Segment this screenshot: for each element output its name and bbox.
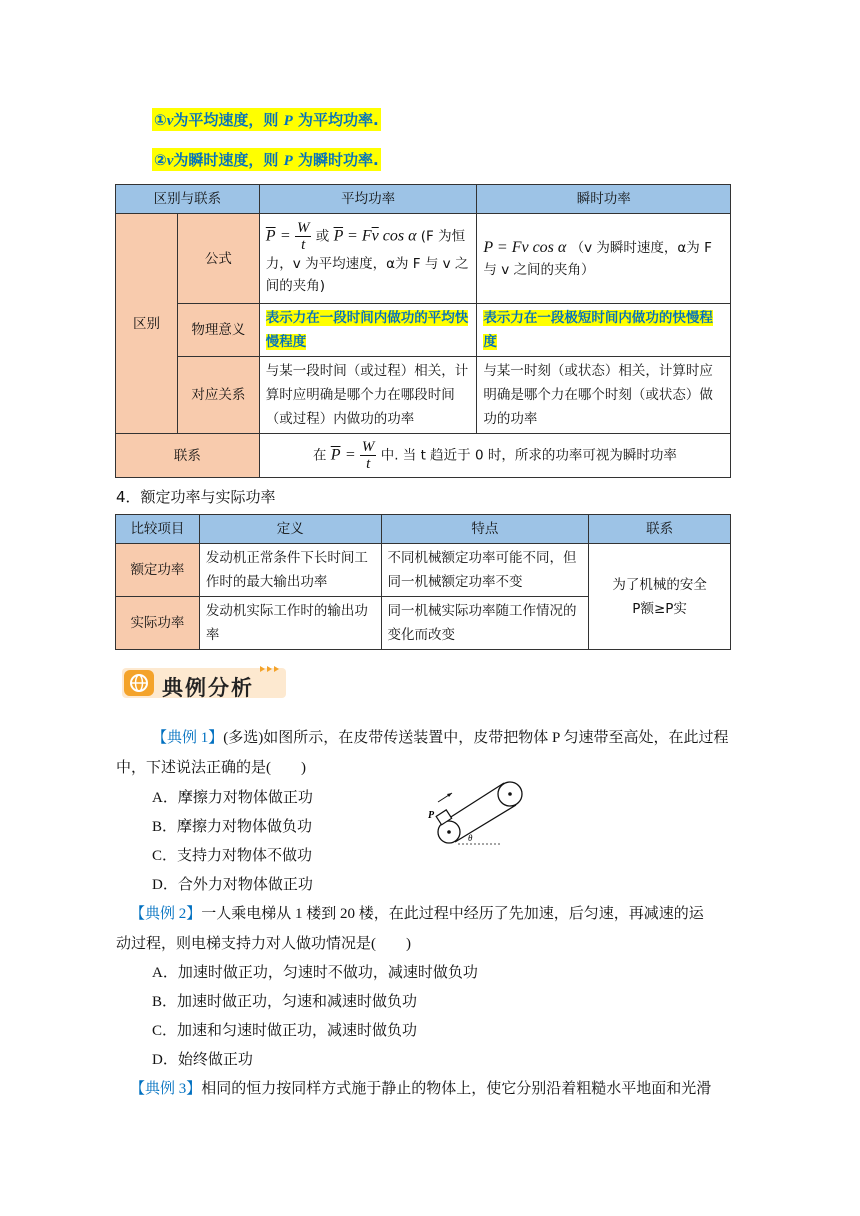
fraction: $\frac{W}{t}$	[361, 439, 375, 472]
fraction: $\frac{W}{t}$	[296, 220, 310, 253]
table-row	[116, 434, 731, 478]
relation-avg-cell: 与某一段时间（或过程）相关，计算时应明确是哪个力在哪段时间（或过程）内做功的功率	[259, 357, 477, 434]
option-b: B．加速时做正功，匀速和减速时做负功	[152, 994, 418, 1010]
option-b: B．摩擦力对物体做负功	[152, 819, 313, 835]
table-row	[116, 544, 731, 597]
section-title: 4．额定功率与实际功率	[116, 488, 276, 506]
row-label: 对应关系	[177, 357, 259, 434]
option-c: C．支持力对物体不做功	[152, 848, 313, 864]
table-row	[116, 304, 731, 357]
header-cell: 联系	[589, 515, 731, 544]
example-2-line-1: 【典例 2】一人乘电梯从 1 楼到 20 楼，在此过程中经历了先加速，后匀速，再减速的运	[130, 906, 704, 922]
example-1-line-2: 中，下述说法正确的是( )	[116, 760, 306, 776]
feature-cell: 同一机械实际功率随工作情况的变化而改变	[381, 597, 589, 650]
table-header-row	[116, 185, 731, 214]
option-c: C．加速和匀速时做正功，减速时做负功	[152, 1023, 418, 1039]
relation-inst-cell: 与某一时刻（或状态）相关，计算时应明确是哪个力在哪个时刻（或状态）做功的功率	[477, 357, 731, 434]
example-analysis-banner	[122, 664, 288, 700]
highlight-line-1: ①v为平均速度，则 P 为平均功率.	[152, 108, 381, 131]
banner-title: 典例分析	[162, 676, 254, 700]
row-label: 实际功率	[116, 597, 200, 650]
definition-cell: 发动机实际工作时的输出功率	[199, 597, 381, 650]
highlight-line-2: ②v为瞬时速度，则 P 为瞬时功率.	[152, 148, 381, 171]
link-cell: 为了机械的安全 P额≥P实	[589, 544, 731, 650]
header-cell: 特点	[381, 515, 589, 544]
link-cell: 在 $\overline{P}$ = $\frac{W}{t}$ 中. 当 t 趋近于 0 时，所求的功率可视为瞬时功率	[259, 434, 730, 478]
example-2-line-2: 动过程，则电梯支持力对人做功情况是( )	[116, 936, 411, 952]
label-theta: θ	[468, 833, 473, 843]
header-cell: 比较项目	[116, 515, 200, 544]
header-cell: 瞬时功率	[477, 185, 731, 214]
row-label: 公式	[177, 214, 259, 304]
feature-cell: 不同机械额定功率可能不同，但同一机械额定功率不变	[381, 544, 589, 597]
conveyor-belt-figure	[420, 770, 530, 850]
option-d: D．合外力对物体做正功	[152, 877, 313, 893]
group-label: 区别	[116, 214, 178, 434]
meaning-avg-cell: 表示力在一段时间内做功的平均快慢程度	[259, 304, 477, 357]
definition-cell: 发动机正常条件下长时间工作时的最大输出功率	[199, 544, 381, 597]
table-row	[116, 357, 731, 434]
formula-avg-cell: $\overline{P}$ = $\frac{W}{t}$ 或 $\overline{P} = F\overline{v}$ cos α (F 为恒力，v 为平均速度，α为 F 与 v 之间的夹角)	[259, 214, 477, 304]
option-d: D．始终做正功	[152, 1052, 253, 1068]
header-cell: 区别与联系	[116, 185, 260, 214]
meaning-inst-cell: 表示力在一段极短时间内做功的快慢程度	[477, 304, 731, 357]
header-cell: 定义	[199, 515, 381, 544]
option-a: A．摩擦力对物体做正功	[152, 790, 313, 806]
example-3-line-1: 【典例 3】相同的恒力按同样方式施于静止的物体上，使它分别沿着粗糙水平地面和光滑	[130, 1081, 712, 1097]
row-label: 额定功率	[116, 544, 200, 597]
label-p: P	[428, 810, 435, 821]
link-label: 联系	[116, 434, 260, 478]
table-header-row	[116, 515, 731, 544]
option-a: A．加速时做正功，匀速时不做功，减速时做负功	[152, 965, 478, 981]
rated-actual-power-table	[115, 514, 731, 650]
power-comparison-table	[115, 184, 731, 478]
header-cell: 平均功率	[259, 185, 477, 214]
row-label: 物理意义	[177, 304, 259, 357]
example-1-line-1: 【典例 1】(多选)如图所示，在皮带传送装置中，皮带把物体 P 匀速带至高处，在此过程	[152, 730, 729, 746]
formula-inst-cell: P = Fv cos α （v 为瞬时速度，α为 F 与 v 之间的夹角）	[477, 214, 731, 304]
table-row	[116, 214, 731, 304]
